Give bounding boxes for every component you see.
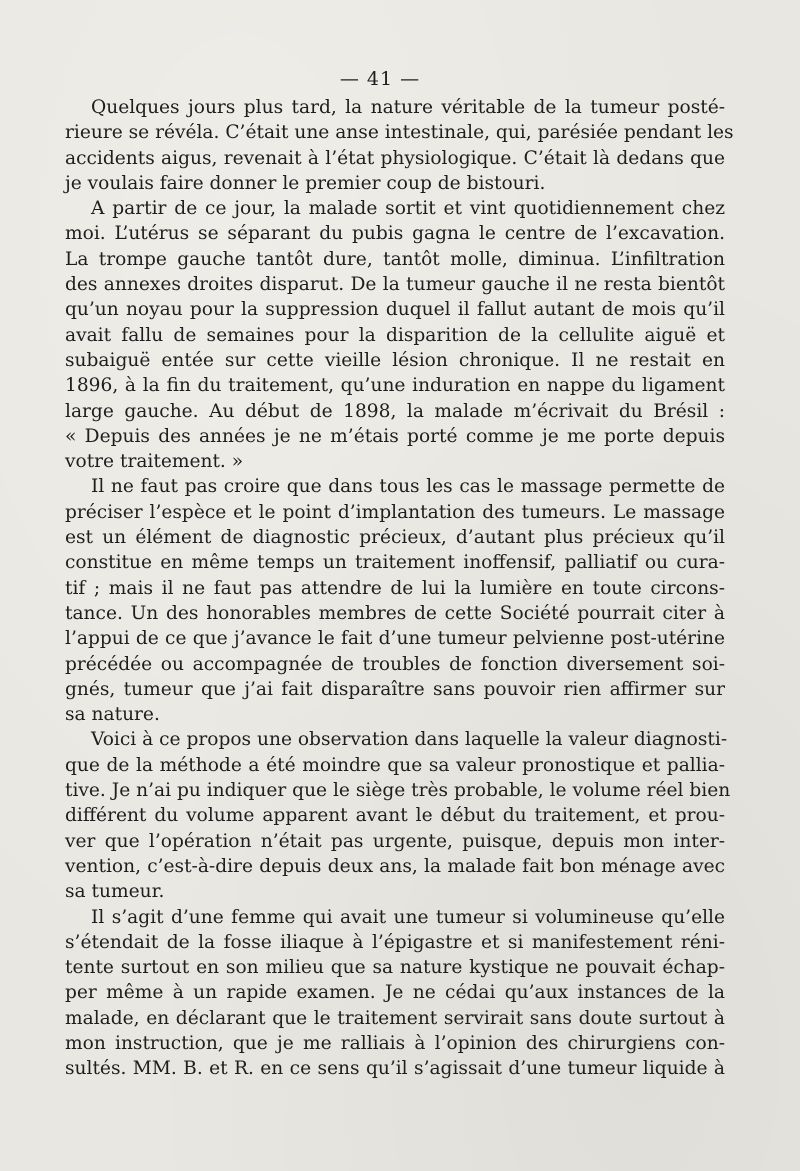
- text-line: qu’un noyau pour la suppression duquel il fallut autant de mois qu’il: [65, 299, 725, 321]
- text-line: tance. Un des honorables membres de cette Société pourrait citer à: [65, 602, 725, 624]
- text-line: vention, c’est-à-dire depuis deux ans, la malade fait bon ménage avec: [65, 855, 725, 877]
- text-line: mon instruction, que je me ralliais à l’opinion des chirurgiens con-: [65, 1032, 725, 1054]
- text-line: différent du volume apparent avant le début du traitement, et prou-: [65, 805, 725, 827]
- page-number: — 41 —: [339, 68, 421, 90]
- paragraph: [65, 905, 725, 1082]
- text-line: des annexes droites disparut. De la tumeur gauche il ne resta bientôt: [65, 274, 725, 296]
- text-line: Quelques jours plus tard, la nature véritable de la tumeur posté-: [91, 97, 725, 118]
- text-line: rieure se révéla. C’était une anse intestinale, qui, parésiée pendant les: [65, 122, 734, 144]
- text-line: subaiguë entée sur cette vieille lésion chronique. Il ne restait en: [65, 349, 725, 371]
- paragraph: [65, 95, 734, 196]
- text-line: s’étendait de la fosse iliaque à l’épigastre et si manifestement réni-: [65, 931, 725, 953]
- text-line: gnés, tumeur que j’ai fait disparaître sans pouvoir rien affirmer sur: [65, 678, 725, 700]
- text-line: La trompe gauche tantôt dure, tantôt molle, diminua. L’infiltration: [65, 248, 725, 270]
- text-line: « Depuis des années je ne m’étais porté comme je me porte depuis: [65, 425, 725, 447]
- text-line: constitue en même temps un traitement inoffensif, palliatif ou cura-: [65, 552, 725, 574]
- paragraph: [65, 196, 725, 474]
- text-line: que de la méthode a été moindre que sa valeur pronostique et pallia-: [65, 754, 725, 776]
- text-line: préciser l’espèce et le point d’implantation des tumeurs. Le massage: [65, 501, 725, 523]
- text-line: précédée ou accompagnée de troubles de fonction diversement soi-: [65, 653, 725, 675]
- text-line: votre traitement. »: [65, 451, 244, 473]
- text-line: Il s’agit d’une femme qui avait une tumeur si volumineuse qu’elle: [91, 906, 725, 928]
- text-line: sa nature.: [65, 704, 160, 726]
- text-line: Voici à ce propos une observation dans laquelle la valeur diagnosti-: [91, 729, 728, 751]
- paragraph: [65, 727, 731, 904]
- paragraph: [65, 474, 725, 727]
- text-line: Il ne faut pas croire que dans tous les cas le massage permette de: [91, 476, 725, 498]
- text-line: tive. Je n’ai pu indiquer que le siège très probable, le volume réel bien: [65, 780, 731, 802]
- text-line: tente surtout en son milieu que sa nature kystique ne pouvait échap-: [65, 957, 725, 979]
- text-line: sultés. MM. B. et R. en ce sens qu’il s’agissait d’une tumeur liquide à: [65, 1058, 725, 1080]
- body-text: [65, 95, 734, 1082]
- text-line: je voulais faire donner le premier coup de bistouri.: [65, 172, 546, 194]
- text-line: moi. L’utérus se séparant du pubis gagna le centre de l’excavation.: [65, 223, 725, 245]
- text-line: accidents aigus, revenait à l’état physiologique. C’était là dedans que: [65, 147, 725, 169]
- text-line: A partir de ce jour, la malade sortit et vint quotidiennement chez: [91, 198, 725, 220]
- text-line: avait fallu de semaines pour la disparition de la cellulite aiguë et: [65, 324, 725, 346]
- text-line: sa tumeur.: [65, 881, 165, 903]
- text-line: 1896, à la fin du traitement, qu’une induration en nappe du ligament: [65, 375, 725, 397]
- text-line: malade, en déclarant que le traitement servirait sans doute surtout à: [65, 1007, 725, 1029]
- text-line: est un élément de diagnostic précieux, d’autant plus précieux qu’il: [65, 527, 725, 549]
- text-line: per même à un rapide examen. Je ne cédai qu’aux instances de la: [65, 982, 725, 1004]
- text-line: large gauche. Au début de 1898, la malade m’écrivait du Brésil :: [65, 400, 725, 422]
- text-line: tif ; mais il ne faut pas attendre de lui la lumière en toute circons-: [65, 577, 725, 599]
- text-line: ver que l’opération n’était pas urgente, puisque, depuis mon inter-: [65, 830, 725, 852]
- text-line: l’appui de ce que j’avance le fait d’une tumeur pelvienne post-utérine: [65, 628, 725, 650]
